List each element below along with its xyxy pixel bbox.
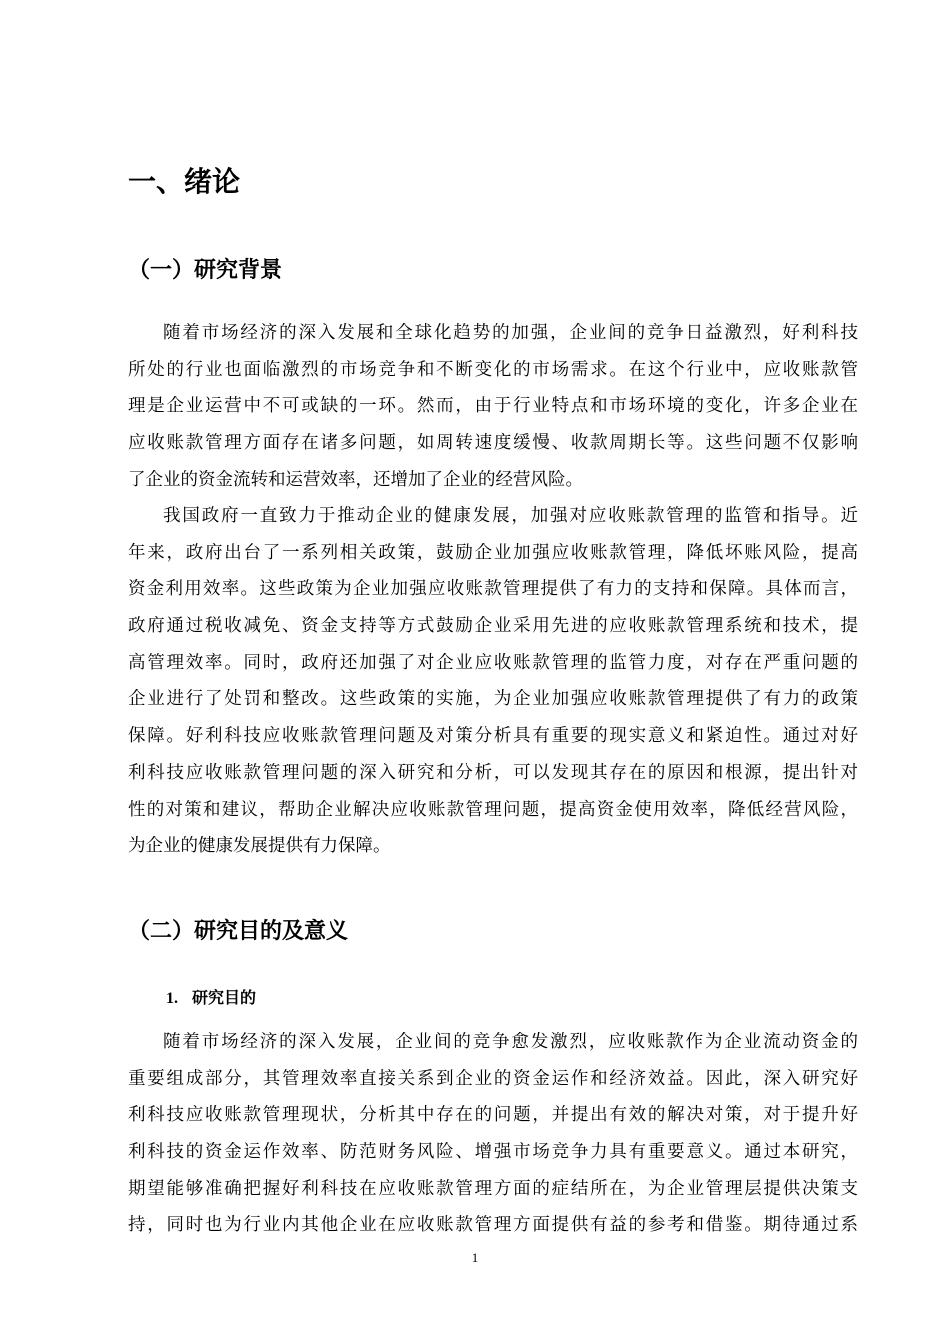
text-line: 政府通过税收减免、资金支持等方式鼓励企业采用先进的应收账款管理系统和技术，提 xyxy=(128,616,858,637)
text-line: 利科技应收账款管理问题的深入研究和分析，可以发现其存在的原因和根源，提出针对 xyxy=(128,762,858,783)
text-line: 利科技的资金运作效率、防范财务风险、增强市场竞争力具有重要意义。通过本研究， xyxy=(128,1142,858,1163)
text-line: 保障。好利科技应收账款管理问题及对策分析具有重要的现实意义和紧迫性。通过对好 xyxy=(128,726,858,747)
paragraph-background-1 xyxy=(128,315,858,498)
text-line: 企业进行了处罚和整改。这些政策的实施，为企业加强应收账款管理提供了有力的政策 xyxy=(128,689,858,710)
text-line: 了企业的资金流转和运营效率，还增加了企业的经营风险。 xyxy=(128,469,583,490)
text-line: 期望能够准确把握好利科技在应收账款管理方面的症结所在，为企业管理层提供决策支 xyxy=(128,1178,858,1199)
text-line: 持，同时也为行业内其他企业在应收账款管理方面提供有益的参考和借鉴。期待通过系 xyxy=(128,1215,858,1236)
text-line: 理是企业运营中不可或缺的一环。然而，由于行业特点和市场环境的变化，许多企业在 xyxy=(128,396,858,417)
text-line: 年来，政府出台了一系列相关政策，鼓励企业加强应收账款管理，降低坏账风险，提高 xyxy=(128,542,858,563)
text-line: 性的对策和建议，帮助企业解决应收账款管理问题，提高资金使用效率，降低经营风险， xyxy=(128,799,858,820)
text-line: 高管理效率。同时，政府还加强了对企业应收账款管理的监管力度，对存在严重问题的 xyxy=(128,652,858,673)
section-heading-purpose: （二）研究目的及意义 xyxy=(128,919,349,944)
text-line: 我国政府一直致力于推动企业的健康发展，加强对应收账款管理的监管和指导。近 xyxy=(163,506,858,526)
subsection-number: 1. xyxy=(166,990,178,1007)
text-line: 随着市场经济的深入发展，企业间的竞争愈发激烈，应收账款作为企业流动资金的 xyxy=(163,1032,858,1052)
text-line: 利科技应收账款管理现状，分析其中存在的问题，并提出有效的解决对策，对于提升好 xyxy=(128,1105,858,1126)
text-line: 随着市场经济的深入发展和全球化趋势的加强，企业间的竞争日益激烈，好利科技 xyxy=(163,323,858,343)
section-heading-background: （一）研究背景 xyxy=(128,258,283,283)
text-line: 应收账款管理方面存在诸多问题，如周转速度缓慢、收款周期长等。这些问题不仅影响 xyxy=(128,433,858,454)
paragraph-background-2 xyxy=(128,498,858,865)
paragraph-purpose-1 xyxy=(128,1024,858,1244)
page-number: 1 xyxy=(471,1250,479,1265)
subsection-label: 研究目的 xyxy=(192,988,257,1007)
text-line: 资金利用效率。这些政策为企业加强应收账款管理提供了有力的支持和保障。具体而言， xyxy=(128,579,858,600)
text-line: 所处的行业也面临激烈的市场竞争和不断变化的市场需求。在这个行业中，应收账款管 xyxy=(128,359,858,380)
text-line: 重要组成部分，其管理效率直接关系到企业的资金运作和经济效益。因此，深入研究好 xyxy=(128,1068,858,1089)
text-line: 为企业的健康发展提供有力保障。 xyxy=(128,836,391,857)
chapter-title: 一、绪论 xyxy=(128,165,241,198)
subsection-heading-purpose xyxy=(166,986,256,1011)
